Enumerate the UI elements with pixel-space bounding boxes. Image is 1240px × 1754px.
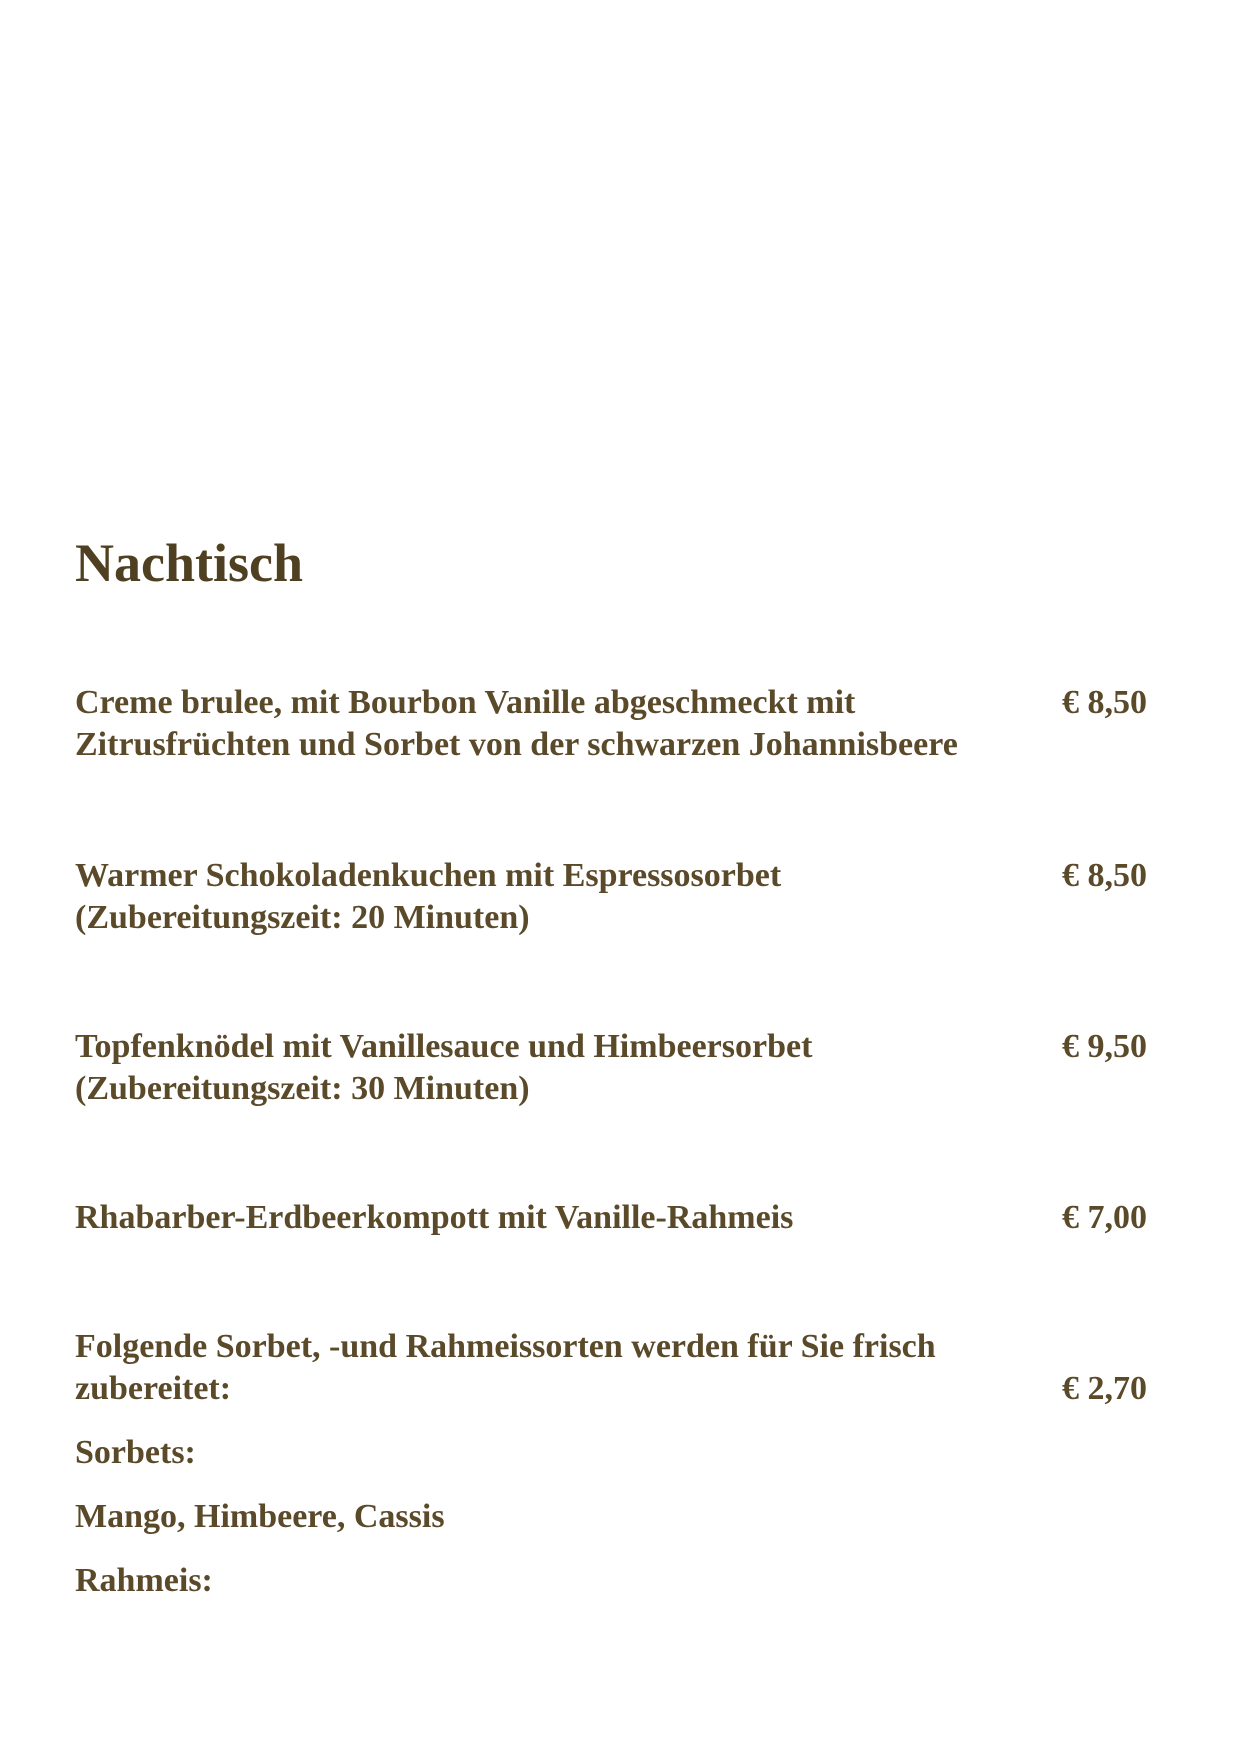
item-creme-brulee-line2: Zitrusfrüchten und Sorbet von der schwarzen Johannisbeere <box>75 726 958 763</box>
item-schokoladenkuchen-line2: (Zubereitungszeit: 20 Minuten) <box>75 899 530 936</box>
item-rhabarber-line1: Rhabarber-Erdbeerkompott mit Vanille-Rahmeis <box>75 1199 794 1236</box>
sorbets-list: Mango, Himbeere, Cassis <box>75 1498 445 1535</box>
sorbets-label: Sorbets: <box>75 1434 196 1471</box>
ice-price: € 2,70 <box>1062 1370 1147 1407</box>
item-topfenknoedel-line1: Topfenknödel mit Vanillesauce und Himbeersorbet <box>75 1028 813 1065</box>
item-creme-brulee-price: € 8,50 <box>1062 684 1147 721</box>
item-creme-brulee-line1: Creme brulee, mit Bourbon Vanille abgeschmeckt mit <box>75 684 856 721</box>
ice-description-line2: zubereitet: <box>75 1370 232 1407</box>
item-topfenknoedel-line2: (Zubereitungszeit: 30 Minuten) <box>75 1070 530 1107</box>
item-rhabarber-price: € 7,00 <box>1062 1199 1147 1236</box>
item-topfenknoedel-price: € 9,50 <box>1062 1028 1147 1065</box>
item-schokoladenkuchen-line1: Warmer Schokoladenkuchen mit Espressosorbet <box>75 857 782 894</box>
ice-description-line1: Folgende Sorbet, -und Rahmeissorten werden für Sie frisch <box>75 1328 936 1365</box>
rahmeis-label: Rahmeis: <box>75 1562 213 1599</box>
page-title: Nachtisch <box>75 533 303 593</box>
item-schokoladenkuchen-price: € 8,50 <box>1062 857 1147 894</box>
